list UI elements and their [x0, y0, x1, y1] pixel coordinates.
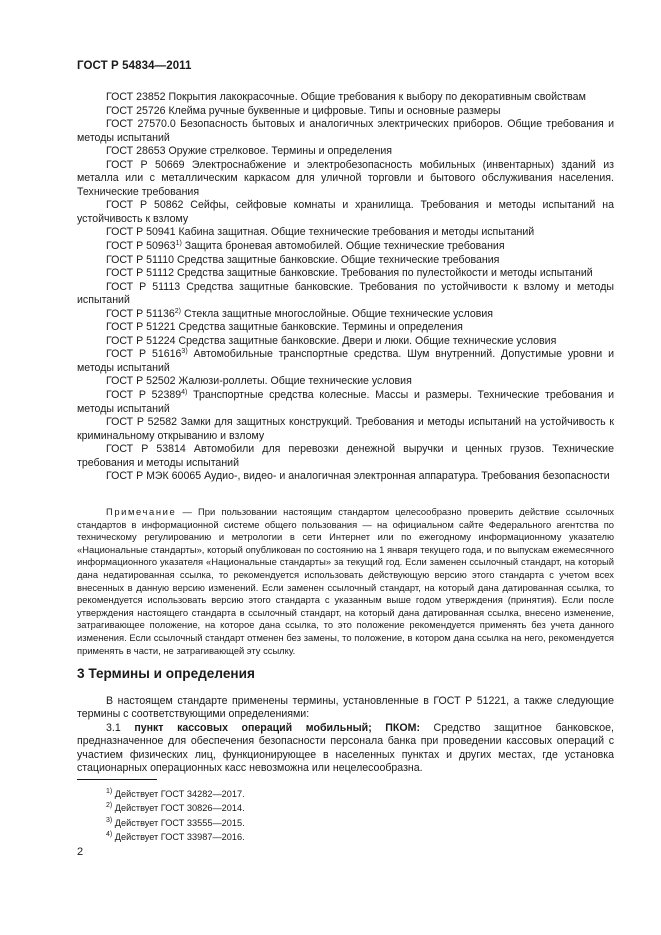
- note-text: — При пользовании настоящим стандартом целесообразно проверить действие ссылочных стандартов в информационной системе общего пользования — на официальном сайте Федерального агентства по техническому регулированию и метрологии в сети Интернет или по ежегодному информационному указателю «Национальные стандарты», который опубликован по состоянию на 1 января текущего года, и по выпускам ежемесячного информационного указателя «Национальные стандарты» за текущий год. Если заменен ссылочный стандарт, на который дана недатированная ссылка, то рекомендуется использовать действующую версию этого стандарта с учетом всех внесенных в данную версию изменений. Если заменен ссылочный стандарт, на который дана датированная ссылка, то рекомендуется использовать версию этого стандарта с указанным выше годом утверждения (принятия). Если после утверждения настоящего стандарта в ссылочный стандарт, на который дана датированная ссылка, внесено изменение, затрагивающее положение, на которое дана ссылка, то это положение рекомендуется применять без учета данного изменения. Если ссылочный стандарт отменен без замены, то положение, в котором дана ссылка на него, рекомендуется применять в части, не затрагивающей эту ссылку.: [77, 506, 614, 656]
- reference-title: Электроснабжение и электробезопасность мобильных (инвентарных) зданий из металла или с металлическим каркасом для уличной торговли и бытового обслуживания населения. Технические требования: [77, 158, 614, 198]
- note-block: [77, 506, 614, 657]
- reference-item: [77, 254, 614, 268]
- footnote-mark: 4): [106, 831, 113, 839]
- reference-code: ГОСТ Р 51112: [106, 267, 174, 280]
- reference-title: Безопасность бытовых и аналогичных электрических приборов. Общие требования и методы испытаний: [77, 118, 614, 144]
- reference-item: [77, 308, 614, 322]
- reference-code: ГОСТ Р 51136: [106, 307, 175, 320]
- reference-title: Стекла защитные многослойные. Общие технические условия: [183, 307, 494, 320]
- reference-code: ГОСТ Р 52502: [106, 375, 176, 388]
- footnote-marker: 2): [174, 307, 182, 315]
- footnote-marker: 4): [181, 389, 188, 397]
- reference-title: Жалюзи-роллеты. Общие технические условия: [178, 375, 412, 388]
- reference-title: Покрытия лакокрасочные. Общие требования к выбору по декоративным свойствам: [168, 91, 586, 103]
- reference-item: [77, 335, 614, 349]
- reference-item: [77, 267, 614, 281]
- reference-item: [77, 416, 614, 443]
- reference-code: ГОСТ Р МЭК 60065: [106, 470, 202, 483]
- reference-title: Транспортные средства колесные. Массы и размеры. Технические требования и методы испытаний: [77, 389, 614, 415]
- footnote-item: [77, 801, 245, 815]
- section-intro: В настоящем стандарте применены термины, установленные в ГОСТ Р 51221, а также следующие термины с соответствующими определениями:: [77, 695, 614, 721]
- reference-title: Клейма ручные буквенные и цифровые. Типы и основные размеры: [168, 104, 501, 117]
- reference-item: [77, 375, 614, 389]
- reference-title: Защита броневая автомобилей. Общие технические требования: [184, 240, 505, 253]
- reference-code: ГОСТ 28653: [106, 145, 166, 158]
- document-header: ГОСТ Р 54834—2011: [77, 60, 192, 72]
- reference-title: Средства защитные банковские. Требования по устойчивости к взлому и методы испытаний: [77, 280, 614, 307]
- reference-code: ГОСТ Р 53814: [106, 443, 186, 456]
- term-entry: [77, 722, 614, 776]
- reference-item: [77, 348, 614, 375]
- footnote-separator: [77, 779, 157, 780]
- reference-title: Средства защитные банковские. Общие технические требования: [176, 253, 500, 266]
- normative-references-list: [77, 91, 614, 484]
- reference-item: [77, 389, 614, 416]
- footnote-mark: 1): [106, 788, 113, 795]
- footnote-item: [77, 830, 245, 844]
- reference-title: Автомобильные транспортные средства. Шум внутренний. Допустимые уровни и методы испытаний: [77, 348, 615, 374]
- reference-title: Средства защитные банковские. Термины и определения: [178, 321, 463, 334]
- reference-item: [77, 281, 614, 308]
- footnote-text: Действует ГОСТ 30826—2014.: [114, 803, 245, 814]
- reference-code: ГОСТ Р 51224: [106, 334, 176, 347]
- note-label: Примечание: [106, 506, 177, 517]
- reference-code: ГОСТ 27570.0: [106, 118, 176, 131]
- footnote-marker: 3): [181, 348, 188, 356]
- reference-code: ГОСТ Р 50862: [106, 199, 184, 212]
- reference-item: [77, 470, 614, 484]
- reference-code: ГОСТ 25726: [106, 104, 166, 117]
- term-definition: Средство защитное банковское, предназначенное для обеспечения безопасности персонала банка при проведении кассовых операций с участием физических лиц, функционирующее в населенных пунктах и других местах, где установка стационарных операционных касс невозможна или нецелесообразна.: [77, 721, 614, 775]
- reference-code: ГОСТ Р 50963: [106, 240, 176, 253]
- reference-item: [77, 321, 614, 335]
- reference-title: Замки для защитных конструкций. Требования и методы испытаний на устойчивость к криминальному открыванию и взлому: [77, 416, 614, 442]
- footnotes: [77, 787, 245, 845]
- terms-section: [77, 695, 614, 775]
- reference-title: Автомобили для перевозки денежной выручки и ценных грузов. Технические требования и методы испытаний: [77, 443, 614, 469]
- reference-code: ГОСТ Р 50941: [106, 226, 176, 239]
- footnote-mark: 2): [106, 802, 113, 810]
- reference-title: Средства защитные банковские. Требования по пулестойкости и методы испытаний: [176, 267, 593, 280]
- footnote-text: Действует ГОСТ 34282—2017.: [114, 789, 245, 799]
- reference-item: [77, 226, 614, 240]
- reference-item: [77, 105, 614, 119]
- reference-item: [77, 443, 614, 470]
- reference-item: [77, 145, 614, 159]
- reference-item: [77, 199, 614, 226]
- reference-code: ГОСТ Р 51221: [106, 321, 176, 334]
- reference-title: Сейфы, сейфовые комнаты и хранилища. Требования и методы испытаний на устойчивость к взлому: [77, 199, 614, 225]
- reference-title: Оружие стрелковое. Термины и определения: [168, 145, 392, 158]
- footnote-item: [77, 787, 245, 801]
- reference-code: ГОСТ Р 51616: [106, 348, 182, 361]
- reference-code: ГОСТ Р 51113: [106, 280, 181, 293]
- reference-code: ГОСТ Р 52389: [106, 389, 182, 402]
- term-number: 3.1: [106, 721, 121, 734]
- footnote-marker: 1): [175, 240, 182, 248]
- section-title: 3 Термины и определения: [77, 666, 255, 681]
- reference-item: [77, 118, 614, 145]
- reference-item: [77, 91, 614, 105]
- footnote-item: [77, 816, 245, 830]
- footnote-text: Действует ГОСТ 33555—2015.: [114, 817, 245, 828]
- reference-code: ГОСТ Р 52582: [106, 416, 178, 429]
- reference-item: [77, 159, 614, 200]
- reference-title: Средства защитные банковские. Двери и люки. Общие технические условия: [178, 334, 557, 347]
- footnote-text: Действует ГОСТ 33987—2016.: [114, 832, 245, 843]
- page-number: 2: [77, 846, 84, 858]
- reference-code: ГОСТ 23852: [106, 91, 166, 103]
- reference-code: ГОСТ Р 50669: [106, 158, 185, 171]
- reference-title: Кабина защитная. Общие технические требования и методы испытаний: [178, 226, 535, 239]
- reference-item: [77, 240, 614, 254]
- term-name: пункт кассовых операций мобильный; ПКОМ:: [134, 721, 420, 734]
- footnote-mark: 3): [106, 816, 113, 824]
- reference-title: Аудио-, видео- и аналогичная электронная аппаратура. Требования безопасности: [204, 470, 610, 483]
- reference-code: ГОСТ Р 51110: [106, 253, 174, 266]
